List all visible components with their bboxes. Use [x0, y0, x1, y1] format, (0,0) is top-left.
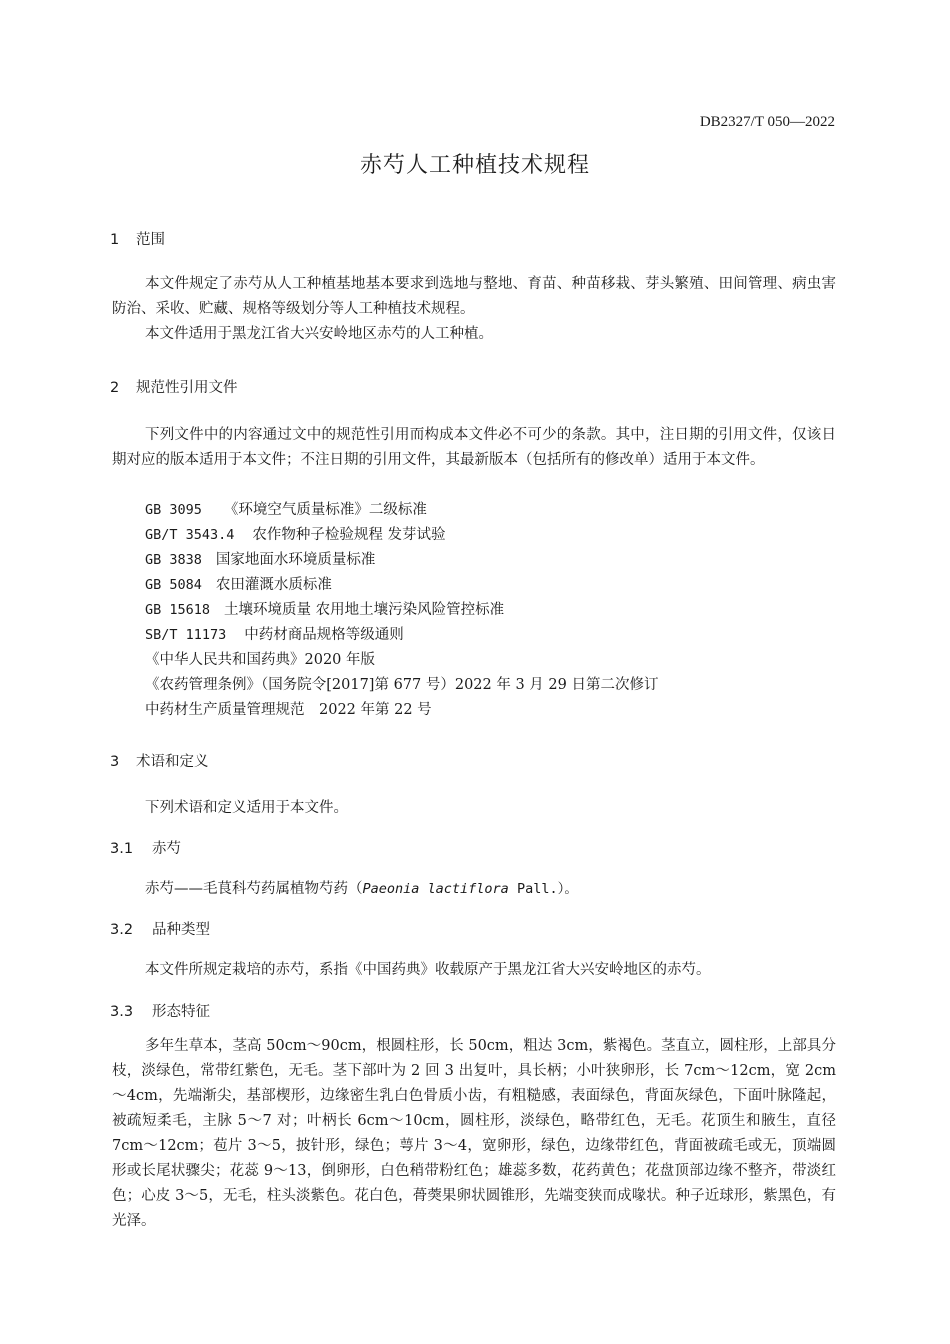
reference-item — [145, 573, 332, 594]
paragraph: 本文件所规定栽培的赤芍，系指《中国药典》收载原产于黑龙江省大兴安岭地区的赤芍。 — [145, 962, 711, 978]
paragraph: 下列文件中的内容通过文中的规范性引用而构成本文件必不可少的条款。其中，注日期的引用文件，仅该日期对应的版本适用于本文件；不注日期的引用文件，其最新版本（包括所有的修改单）适用于本文件。 — [112, 427, 836, 468]
reference-code: GB 15618 — [145, 602, 211, 618]
reference-code: GB/T 3543.4 — [145, 527, 235, 543]
reference-item — [145, 498, 427, 519]
reference-name: 农作物种子检验规程 发芽试验 — [252, 527, 446, 543]
subsection-3-2-heading — [110, 918, 210, 939]
subsection-title: 品种类型 — [152, 922, 210, 938]
subsection-title: 形态特征 — [152, 1004, 210, 1020]
section-title: 规范性引用文件 — [136, 380, 238, 396]
subsection-3-1-heading — [110, 837, 181, 858]
standard-number: DB2327/T 050—2022 — [699, 114, 835, 130]
paragraph: 多年生草本，茎高 50cm～90cm，根圆柱形，长 50cm，粗达 3cm，紫褐色。茎直立，圆柱形，上部具分枝，淡绿色，常带红紫色，无毛。茎下部叶为 2 回 3 出复叶，具长柄；小叶狭卵形，长 7cm～12cm，宽 2cm～4cm，先端渐尖，基部楔形，边缘密生乳白色骨质小齿，有粗糙感，表面绿色，背面灰绿色，下面叶脉隆起，被疏短柔毛，主脉 5～7 对；叶柄长 6cm～10cm，圆柱形，淡绿色，略带红色，无毛。花顶生和腋生，直径 7cm～12cm；苞片 3～5，披针形，绿色；萼片 3～4，宽卵形，绿色，边缘带红色，背面被疏毛或无，顶端圆形或长尾状骤尖；花蕊 9～13，倒卵形，白色稍带粉红色；雄蕊多数，花药黄色；花盘顶部边缘不整齐，带淡红色；心皮 3～5，无毛，柱头淡紫色。花白色，蓇葖果卵状圆锥形，先端变狭而成喙状。种子近球形，紫黑色，有光泽。 — [112, 1038, 836, 1229]
section-1-heading — [110, 228, 165, 249]
reference-name: 中药材商品规格等级通则 — [244, 627, 404, 643]
subsection-number: 3.2 — [110, 922, 134, 938]
paragraph: 本文件适用于黑龙江省大兴安岭地区赤芍的人工种植。 — [145, 326, 493, 342]
reference-code: GB 3095 — [145, 502, 202, 518]
reference-item: 中药材生产质量管理规范 2022 年第 22 号 — [145, 702, 432, 718]
section-number: 1 — [110, 232, 120, 248]
paragraph: 下列术语和定义适用于本文件。 — [145, 800, 348, 816]
section-number: 3 — [110, 754, 120, 770]
reference-item — [145, 598, 504, 619]
reference-name: 《环境空气质量标准》二级标准 — [223, 502, 427, 518]
reference-code: GB 5084 — [145, 577, 202, 593]
subsection-title: 赤芍 — [152, 841, 181, 857]
subsection-number: 3.3 — [110, 1004, 134, 1020]
subsection-number: 3.1 — [110, 841, 134, 857]
reference-name: 国家地面水环境质量标准 — [215, 552, 376, 568]
document-title: 赤芍人工种植技术规程 — [359, 153, 590, 178]
section-title: 范围 — [136, 232, 165, 248]
paragraph: 本文件规定了赤芍从人工种植基地基本要求到选地与整地、育苗、种苗移栽、芽头繁殖、田间管理、病虫害防治、采收、贮藏、规格等级划分等人工种植技术规程。 — [112, 276, 836, 317]
section-number: 2 — [110, 380, 120, 396]
reference-item — [145, 623, 404, 644]
reference-item: 《农药管理条例》（国务院令[2017]第 677 号）2022 年 3 月 29 日第二次修订 — [145, 677, 659, 693]
section-3-heading — [110, 750, 209, 771]
reference-name: 土壤环境质量 农用地土壤污染风险管控标准 — [224, 602, 505, 618]
section-title: 术语和定义 — [136, 754, 209, 770]
latin-name: Paeonia lactiflora — [362, 881, 509, 897]
definition-paragraph — [112, 877, 836, 902]
subsection-3-3-heading — [110, 1000, 210, 1021]
reference-name: 农田灌溉水质标准 — [215, 577, 332, 593]
section-2-heading — [110, 376, 238, 397]
reference-item: 《中华人民共和国药典》2020 年版 — [145, 652, 376, 668]
reference-item — [145, 523, 446, 544]
reference-code: SB/T 11173 — [145, 627, 227, 643]
definition-text: 赤芍——毛茛科芍药属植物芍药（ — [145, 881, 363, 897]
definition-suffix: Pall.）。 — [508, 881, 578, 897]
reference-code: GB 3838 — [145, 552, 202, 568]
reference-item — [145, 548, 375, 569]
